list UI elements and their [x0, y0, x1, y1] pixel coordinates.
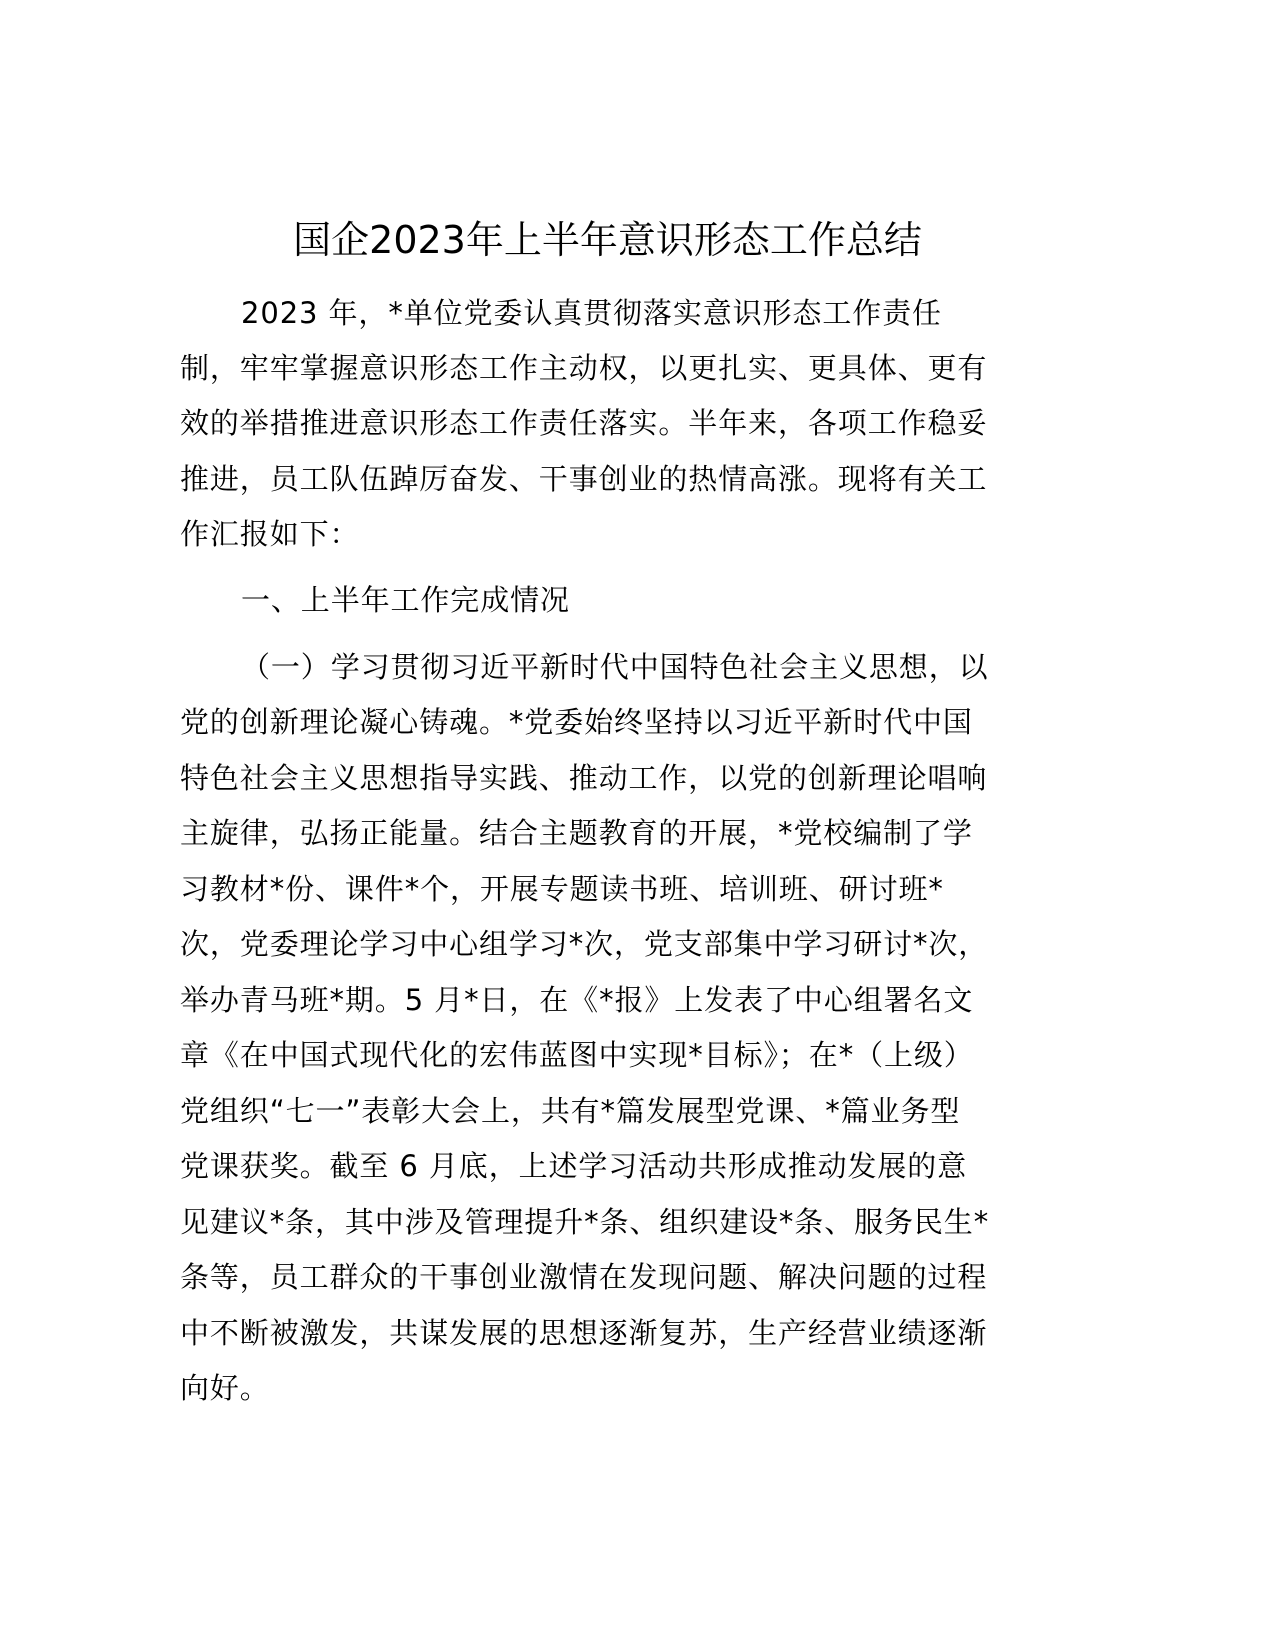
paragraph-line: 党课获奖。截至 6 月底，上述学习活动共形成推动发展的意	[180, 1149, 968, 1183]
paragraph-line: 党组织“七一”表彰大会上，共有*篇发展型党课、*篇业务型	[180, 1094, 961, 1128]
paragraph-line: 条等，员工群众的干事创业激情在发现问题、解决问题的过程	[180, 1260, 988, 1294]
document-title: 国企2023年上半年意识形态工作总结	[293, 218, 922, 262]
paragraph-line: 次，党委理论学习中心组学习*次，党支部集中学习研讨*次，	[180, 927, 989, 961]
paragraph-line: 效的举措推进意识形态工作责任落实。半年来，各项工作稳妥	[180, 406, 988, 440]
paragraph-line: 见建议*条，其中涉及管理提升*条、组织建设*条、服务民生*	[180, 1205, 990, 1239]
paragraph-line: （一）学习贯彻习近平新时代中国特色社会主义思想，以	[241, 650, 989, 684]
paragraph-line: 推进，员工队伍踔厉奋发、干事创业的热情高涨。现将有关工	[180, 462, 988, 496]
paragraph-line: 特色社会主义思想指导实践、推动工作，以党的创新理论唱响	[180, 761, 988, 795]
paragraph-line: 作汇报如下：	[180, 517, 360, 551]
paragraph-line: 习教材*份、课件*个，开展专题读书班、培训班、研讨班*	[180, 872, 944, 906]
paragraph-line: 举办青马班*期。5 月*日，在《*报》上发表了中心组署名文	[180, 983, 974, 1017]
paragraph-line: 制，牢牢掌握意识形态工作主动权，以更扎实、更具体、更有	[180, 351, 988, 385]
section-heading: 一、上半年工作完成情况	[241, 583, 570, 617]
paragraph-line: 主旋律，弘扬正能量。结合主题教育的开展，*党校编制了学	[180, 816, 973, 850]
paragraph-line: 2023 年，*单位党委认真贯彻落实意识形态工作责任	[241, 296, 942, 330]
paragraph-line: 章《在中国式现代化的宏伟蓝图中实现*目标》；在*（上级）	[180, 1038, 974, 1072]
paragraph-line: 中不断被激发，共谋发展的思想逐渐复苏，生产经营业绩逐渐	[180, 1316, 988, 1350]
paragraph-line: 党的创新理论凝心铸魂。*党委始终坚持以习近平新时代中国	[180, 705, 973, 739]
paragraph-line: 向好。	[180, 1371, 270, 1405]
